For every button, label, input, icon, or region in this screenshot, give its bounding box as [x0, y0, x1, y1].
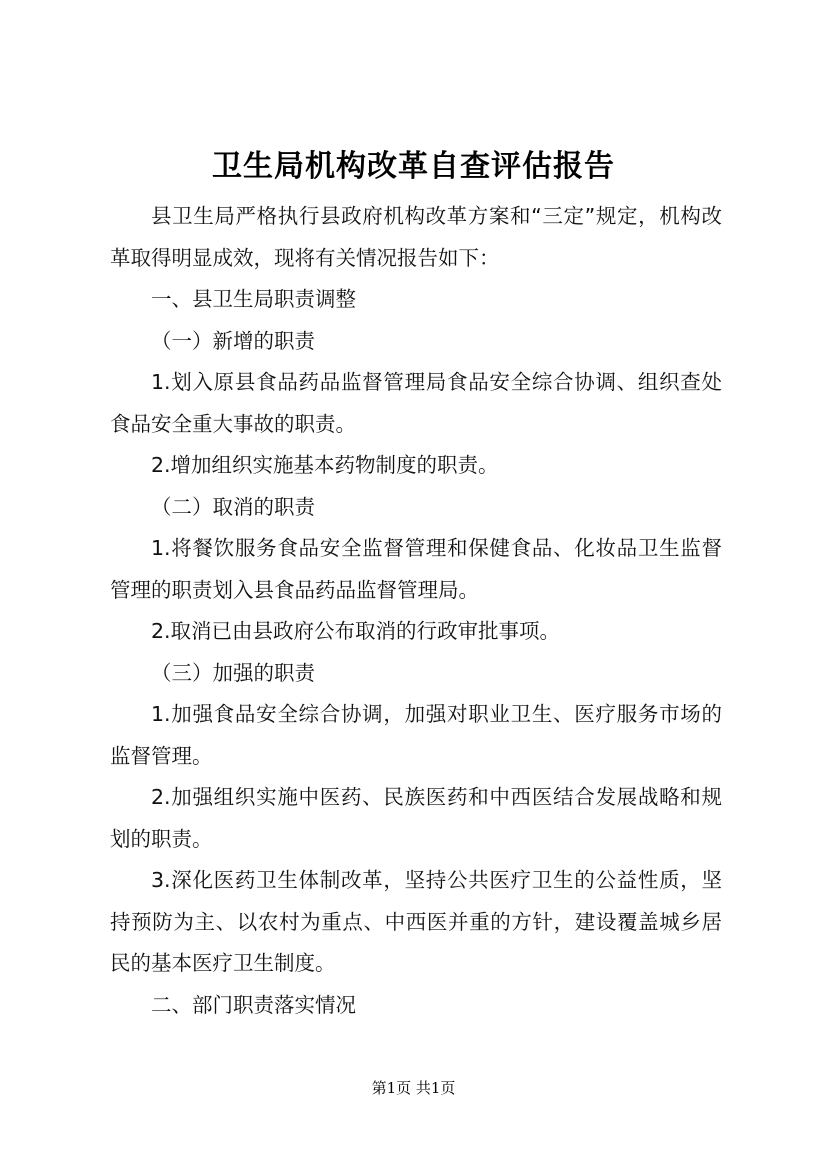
- subsection-heading: （三）加强的职责: [151, 660, 315, 685]
- page-footer: 第1页 共1页: [371, 1079, 456, 1097]
- paragraph: 1.划入原县食品药品监督管理局食品安全综合协调、组织查处食品安全重大事故的职责。: [110, 370, 722, 436]
- paragraph: 县卫生局严格执行县政府机构改革方案和“三定”规定，机构改革取得明显成效，现将有关情况报告如下：: [110, 204, 722, 270]
- section-heading: 一、县卫生局职责调整: [151, 287, 356, 311]
- document-body: [110, 196, 722, 1026]
- paragraph: 2.加强组织实施中医药、民族医药和中西医结合发展战略和规划的职责。: [110, 785, 722, 851]
- section-heading: 二、部门职责落实情况: [151, 992, 356, 1017]
- document-title: 卫生局机构改革自查评估报告: [212, 149, 615, 184]
- paragraph: 2.取消已由县政府公布取消的行政审批事项。: [151, 619, 561, 643]
- subsection-heading: （一）新增的职责: [151, 328, 315, 353]
- subsection-heading: （二）取消的职责: [151, 494, 315, 519]
- paragraph: 1.将餐饮服务食品安全监督管理和保健食品、化妆品卫生监督管理的职责划入县食品药品监督管理局。: [110, 536, 722, 602]
- paragraph: 3.深化医药卫生体制改革，坚持公共医疗卫生的公益性质，坚持预防为主、以农村为重点、中西医并重的方针，建设覆盖城乡居民的基本医疗卫生制度。: [110, 868, 722, 975]
- paragraph: 2.增加组织实施基本药物制度的职责。: [151, 453, 499, 477]
- paragraph: 1.加强食品安全综合协调，加强对职业卫生、医疗服务市场的监督管理。: [110, 702, 722, 768]
